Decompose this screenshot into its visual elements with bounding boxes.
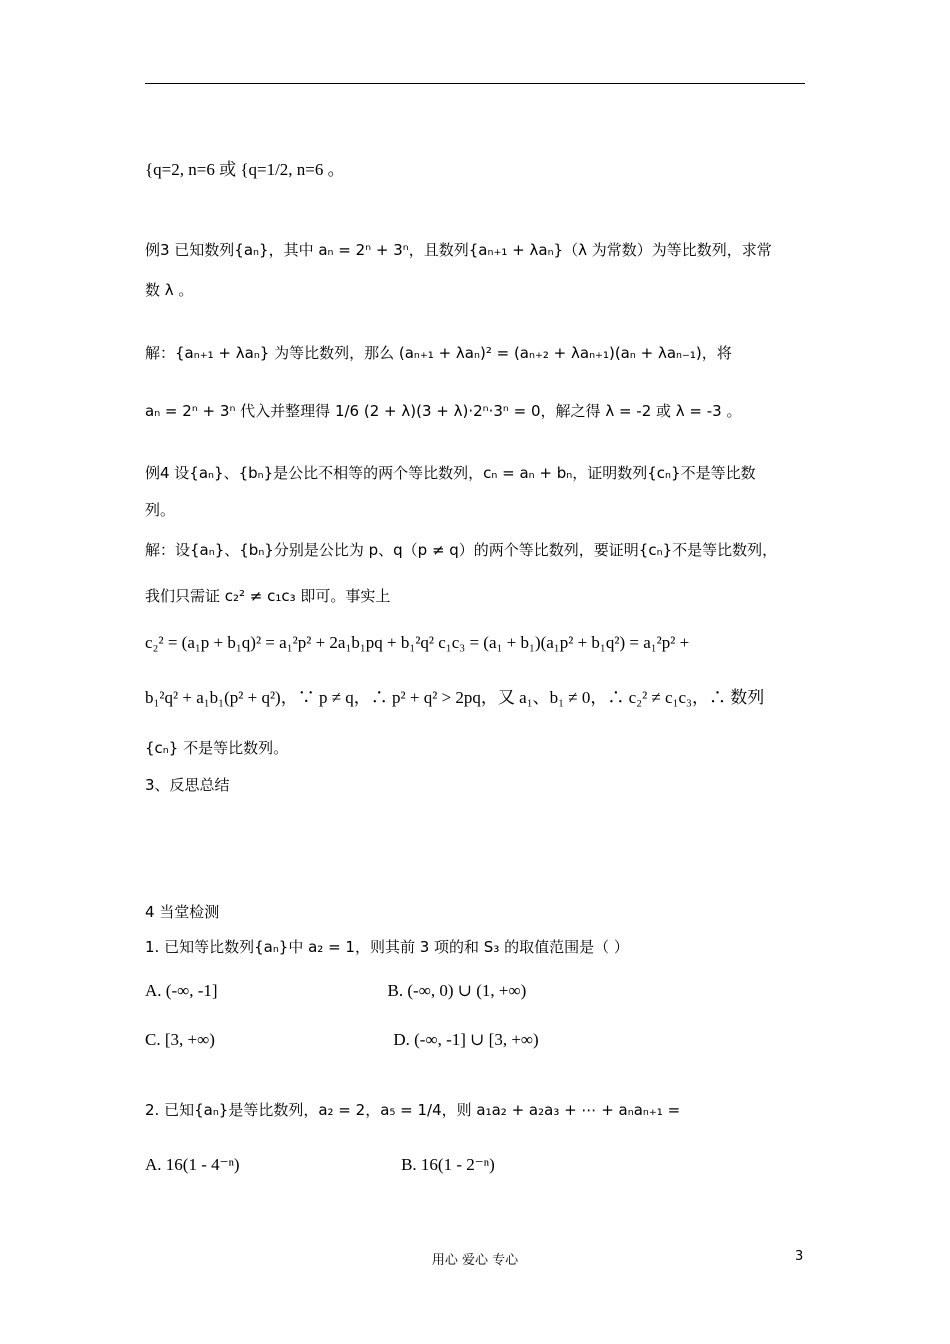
solution-4-line-1: 解：设{aₙ}、{bₙ}分别是公比为 p、q（p ≠ q）的两个等比数列，要证明{cₙ}不是等比数列，: [145, 541, 778, 559]
question-1-options-cd: C. [3, +∞) D. (-∞, -1] ∪ [3, +∞): [145, 1030, 539, 1049]
solution-4-line-2: 我们只需证 c₂² ≠ c₁c₃ 即可。事实上: [145, 587, 391, 605]
solution-4-line-3: c₂² = (a₁p + b₁q)² = a₁²p² + 2a₁b₁pq + b₁²q² c₁c₃ = (a₁ + b₁)(a₁p² + b₁q²) = a₁²p² +: [145, 633, 690, 652]
header-rule: [145, 83, 805, 84]
footer-slogan: 用心 爱心 专心: [431, 1253, 519, 1268]
example-3-line-2: 数 λ 。: [145, 281, 194, 299]
question-1-options-ab: A. (-∞, -1] B. (-∞, 0) ∪ (1, +∞): [145, 981, 527, 1000]
question-1: 1. 已知等比数列{aₙ}中 a₂ = 1，则其前 3 项的和 S₃ 的取值范围是（ ）: [145, 938, 629, 956]
example-4-line-1: 例4 设{aₙ}、{bₙ}是公比不相等的两个等比数列，cₙ = aₙ + bₙ，证明数列{cₙ}不是等比数: [145, 464, 756, 482]
case-result: {q=2, n=6 或 {q=1/2, n=6 。: [145, 160, 345, 179]
solution-3-line-1: 解：{aₙ₊₁ + λaₙ} 为等比数列，那么 (aₙ₊₁ + λaₙ)² = (aₙ₊₂ + λaₙ₊₁)(aₙ + λaₙ₋₁)，将: [145, 344, 732, 362]
example-4-line-2: 列。: [145, 501, 176, 519]
solution-4-line-5: {cₙ} 不是等比数列。: [145, 739, 289, 757]
example-3-line-1: 例3 已知数列{aₙ}，其中 aₙ = 2ⁿ + 3ⁿ，且数列{aₙ₊₁ + λaₙ}（λ 为常数）为等比数列，求常: [145, 241, 772, 259]
page-number: 3: [795, 1249, 804, 1264]
section-reflection: 3、反思总结: [145, 776, 230, 794]
solution-4-line-4: b₁²q² + a₁b₁(p² + q²)，∵ p ≠ q，∴ p² + q² > 2pq，又 a₁、b₁ ≠ 0，∴ c₂² ≠ c₁c₃，∴ 数列: [145, 688, 765, 707]
solution-3-line-2: aₙ = 2ⁿ + 3ⁿ 代入并整理得 1/6 (2 + λ)(3 + λ)·2ⁿ·3ⁿ = 0，解之得 λ = -2 或 λ = -3 。: [145, 402, 742, 420]
question-2: 2. 已知{aₙ}是等比数列，a₂ = 2，a₅ = 1/4，则 a₁a₂ + a₂a₃ + ⋯ + aₙaₙ₊₁ =: [145, 1101, 681, 1119]
section-check: 4 当堂检测: [145, 903, 220, 921]
question-2-options-ab: A. 16(1 - 4⁻ⁿ) B. 16(1 - 2⁻ⁿ): [145, 1155, 495, 1174]
